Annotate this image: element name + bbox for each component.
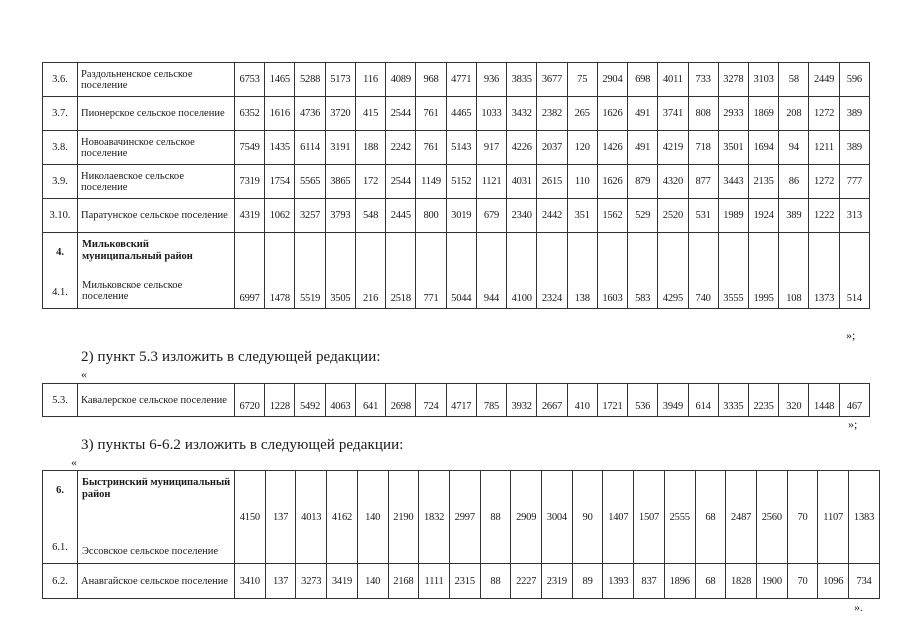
value-cell: 2190 xyxy=(388,471,419,564)
value-cell: 1393 xyxy=(603,564,634,599)
settlement-name: Раздольненское сельское поселение xyxy=(78,63,235,97)
value-cell: 2340 xyxy=(507,199,537,233)
settlement-index: 4.1. xyxy=(52,287,68,298)
closing-quote-mark: »; xyxy=(846,328,856,342)
value-cell: 172 xyxy=(355,165,385,199)
settlement-name: Мильковское сельское поселение xyxy=(82,280,183,302)
value-cell: 1228 xyxy=(265,384,295,417)
value-cell: 320 xyxy=(779,384,809,417)
value-cell: 2037 xyxy=(537,131,567,165)
value-cell: 2544 xyxy=(386,165,416,199)
value-cell: 1603 xyxy=(597,233,627,309)
value-cell: 389 xyxy=(839,97,869,131)
value-cell: 1869 xyxy=(748,97,778,131)
value-cell: 3443 xyxy=(718,165,748,199)
value-cell: 1373 xyxy=(809,233,839,309)
value-cell: 2235 xyxy=(748,384,778,417)
row-index: 3.7. xyxy=(43,97,78,131)
value-cell: 3103 xyxy=(748,63,778,97)
value-cell: 2487 xyxy=(726,471,757,564)
value-cell: 1222 xyxy=(809,199,839,233)
value-cell: 4226 xyxy=(507,131,537,165)
value-cell: 1407 xyxy=(603,471,634,564)
value-cell: 1989 xyxy=(718,199,748,233)
settlement-index: 6.1. xyxy=(52,542,68,553)
value-cell: 4736 xyxy=(295,97,325,131)
settlement-name: Анавгайское сельское поселение xyxy=(78,564,235,599)
value-cell: 724 xyxy=(416,384,446,417)
value-cell: 1616 xyxy=(265,97,295,131)
value-cell: 6753 xyxy=(235,63,265,97)
value-cell: 75 xyxy=(567,63,597,97)
value-cell: 70 xyxy=(787,564,818,599)
row-index: 3.9. xyxy=(43,165,78,199)
value-cell: 1272 xyxy=(809,165,839,199)
value-cell: 698 xyxy=(628,63,658,97)
value-cell: 879 xyxy=(628,165,658,199)
value-cell: 6997 xyxy=(235,233,265,309)
value-cell: 1272 xyxy=(809,97,839,131)
value-cell: 3335 xyxy=(718,384,748,417)
value-cell: 531 xyxy=(688,199,718,233)
value-cell: 2544 xyxy=(386,97,416,131)
value-cell: 467 xyxy=(839,384,869,417)
opening-quote-mark: « xyxy=(81,367,87,381)
value-cell: 4089 xyxy=(386,63,416,97)
value-cell: 944 xyxy=(476,233,506,309)
value-cell: 90 xyxy=(572,471,603,564)
value-cell: 4150 xyxy=(235,471,266,564)
value-cell: 2168 xyxy=(388,564,419,599)
value-cell: 2997 xyxy=(449,471,480,564)
value-cell: 4771 xyxy=(446,63,476,97)
value-cell: 86 xyxy=(779,165,809,199)
value-cell: 3410 xyxy=(235,564,266,599)
data-table-district-3-4 xyxy=(42,62,870,309)
value-cell: 3278 xyxy=(718,63,748,97)
value-cell: 1924 xyxy=(748,199,778,233)
value-cell: 491 xyxy=(628,97,658,131)
value-cell: 641 xyxy=(355,384,385,417)
value-cell: 583 xyxy=(628,233,658,309)
value-cell: 4219 xyxy=(658,131,688,165)
district-name: Мильковский муниципальный район xyxy=(82,239,193,262)
value-cell: 3865 xyxy=(325,165,355,199)
value-cell: 1121 xyxy=(476,165,506,199)
table-row xyxy=(43,384,870,417)
value-cell: 116 xyxy=(355,63,385,97)
value-cell: 1033 xyxy=(476,97,506,131)
table-row-district xyxy=(43,233,870,309)
value-cell: 837 xyxy=(634,564,665,599)
value-cell: 6720 xyxy=(235,384,265,417)
value-cell: 2227 xyxy=(511,564,542,599)
settlement-name: Новоавачинское сельское поселение xyxy=(78,131,235,165)
value-cell: 3555 xyxy=(718,233,748,309)
value-cell: 265 xyxy=(567,97,597,131)
value-cell: 2324 xyxy=(537,233,567,309)
value-cell: 2520 xyxy=(658,199,688,233)
value-cell: 1562 xyxy=(597,199,627,233)
value-cell: 3501 xyxy=(718,131,748,165)
row-index: 3.8. xyxy=(43,131,78,165)
value-cell: 351 xyxy=(567,199,597,233)
row-index-group xyxy=(43,233,78,309)
value-cell: 3720 xyxy=(325,97,355,131)
value-cell: 718 xyxy=(688,131,718,165)
value-cell: 389 xyxy=(839,131,869,165)
value-cell: 1383 xyxy=(849,471,880,564)
value-cell: 88 xyxy=(480,471,511,564)
value-cell: 140 xyxy=(357,471,388,564)
value-cell: 679 xyxy=(476,199,506,233)
value-cell: 761 xyxy=(416,131,446,165)
value-cell: 415 xyxy=(355,97,385,131)
value-cell: 5492 xyxy=(295,384,325,417)
value-cell: 6352 xyxy=(235,97,265,131)
value-cell: 138 xyxy=(567,233,597,309)
value-cell: 1465 xyxy=(265,63,295,97)
table-row xyxy=(43,63,870,97)
value-cell: 3273 xyxy=(296,564,327,599)
district-index: 4. xyxy=(56,247,64,258)
value-cell: 3191 xyxy=(325,131,355,165)
name-group xyxy=(78,233,235,309)
value-cell: 1828 xyxy=(726,564,757,599)
value-cell: 2698 xyxy=(386,384,416,417)
value-cell: 2445 xyxy=(386,199,416,233)
value-cell: 777 xyxy=(839,165,869,199)
value-cell: 68 xyxy=(695,471,726,564)
data-table-district-6 xyxy=(42,470,880,599)
value-cell: 7319 xyxy=(235,165,265,199)
table-row xyxy=(43,97,870,131)
value-cell: 1626 xyxy=(597,165,627,199)
value-cell: 1995 xyxy=(748,233,778,309)
value-cell: 3505 xyxy=(325,233,355,309)
value-cell: 2135 xyxy=(748,165,778,199)
value-cell: 614 xyxy=(688,384,718,417)
value-cell: 785 xyxy=(476,384,506,417)
value-cell: 108 xyxy=(779,233,809,309)
value-cell: 917 xyxy=(476,131,506,165)
value-cell: 771 xyxy=(416,233,446,309)
value-cell: 1448 xyxy=(809,384,839,417)
value-cell: 1478 xyxy=(265,233,295,309)
value-cell: 110 xyxy=(567,165,597,199)
value-cell: 4031 xyxy=(507,165,537,199)
value-cell: 536 xyxy=(628,384,658,417)
table-row xyxy=(43,165,870,199)
value-cell: 1721 xyxy=(597,384,627,417)
name-group xyxy=(78,471,235,564)
value-cell: 529 xyxy=(628,199,658,233)
value-cell: 2242 xyxy=(386,131,416,165)
value-cell: 936 xyxy=(476,63,506,97)
value-cell: 1211 xyxy=(809,131,839,165)
section-heading-3: 3) пункты 6-6.2 изложить в следующей редакции: xyxy=(81,437,404,453)
value-cell: 137 xyxy=(265,564,296,599)
value-cell: 4013 xyxy=(296,471,327,564)
value-cell: 188 xyxy=(355,131,385,165)
value-cell: 1096 xyxy=(818,564,849,599)
value-cell: 4162 xyxy=(327,471,358,564)
value-cell: 3793 xyxy=(325,199,355,233)
value-cell: 4465 xyxy=(446,97,476,131)
value-cell: 968 xyxy=(416,63,446,97)
value-cell: 1754 xyxy=(265,165,295,199)
value-cell: 2449 xyxy=(809,63,839,97)
value-cell: 808 xyxy=(688,97,718,131)
value-cell: 137 xyxy=(265,471,296,564)
value-cell: 740 xyxy=(688,233,718,309)
table-row-district xyxy=(43,471,880,564)
table-row xyxy=(43,564,880,599)
value-cell: 216 xyxy=(355,233,385,309)
value-cell: 5565 xyxy=(295,165,325,199)
value-cell: 7549 xyxy=(235,131,265,165)
value-cell: 3019 xyxy=(446,199,476,233)
value-cell: 1111 xyxy=(419,564,450,599)
row-index: 3.6. xyxy=(43,63,78,97)
value-cell: 4063 xyxy=(325,384,355,417)
value-cell: 3432 xyxy=(507,97,537,131)
settlement-name: Эссовское сельское поселение xyxy=(82,546,219,557)
value-cell: 514 xyxy=(839,233,869,309)
row-index: 3.10. xyxy=(43,199,78,233)
value-cell: 1149 xyxy=(416,165,446,199)
value-cell: 2555 xyxy=(664,471,695,564)
value-cell: 734 xyxy=(849,564,880,599)
value-cell: 2518 xyxy=(386,233,416,309)
row-index: 5.3. xyxy=(43,384,78,417)
row-index: 6.2. xyxy=(43,564,78,599)
value-cell: 94 xyxy=(779,131,809,165)
district-index: 6. xyxy=(56,485,64,496)
settlement-name: Паратунское сельское поселение xyxy=(78,199,235,233)
value-cell: 2319 xyxy=(542,564,573,599)
value-cell: 596 xyxy=(839,63,869,97)
value-cell: 89 xyxy=(572,564,603,599)
table-row xyxy=(43,199,870,233)
settlement-name: Николаевское сельское поселение xyxy=(78,165,235,199)
value-cell: 389 xyxy=(779,199,809,233)
value-cell: 5173 xyxy=(325,63,355,97)
value-cell: 6114 xyxy=(295,131,325,165)
value-cell: 1107 xyxy=(818,471,849,564)
value-cell: 140 xyxy=(357,564,388,599)
value-cell: 4320 xyxy=(658,165,688,199)
settlement-name: Пионерское сельское поселение xyxy=(78,97,235,131)
value-cell: 733 xyxy=(688,63,718,97)
value-cell: 1062 xyxy=(265,199,295,233)
value-cell: 3741 xyxy=(658,97,688,131)
value-cell: 1626 xyxy=(597,97,627,131)
value-cell: 4319 xyxy=(235,199,265,233)
value-cell: 2933 xyxy=(718,97,748,131)
value-cell: 3835 xyxy=(507,63,537,97)
value-cell: 1426 xyxy=(597,131,627,165)
value-cell: 410 xyxy=(567,384,597,417)
value-cell: 800 xyxy=(416,199,446,233)
value-cell: 3004 xyxy=(542,471,573,564)
value-cell: 4011 xyxy=(658,63,688,97)
value-cell: 491 xyxy=(628,131,658,165)
value-cell: 3949 xyxy=(658,384,688,417)
value-cell: 3257 xyxy=(295,199,325,233)
value-cell: 4295 xyxy=(658,233,688,309)
value-cell: 58 xyxy=(779,63,809,97)
value-cell: 548 xyxy=(355,199,385,233)
value-cell: 761 xyxy=(416,97,446,131)
value-cell: 877 xyxy=(688,165,718,199)
value-cell: 1507 xyxy=(634,471,665,564)
value-cell: 5143 xyxy=(446,131,476,165)
value-cell: 88 xyxy=(480,564,511,599)
closing-quote-mark: »; xyxy=(848,417,858,431)
value-cell: 1435 xyxy=(265,131,295,165)
value-cell: 4100 xyxy=(507,233,537,309)
value-cell: 2315 xyxy=(449,564,480,599)
closing-quote-mark: ». xyxy=(854,600,863,614)
value-cell: 1900 xyxy=(756,564,787,599)
row-index-group xyxy=(43,471,78,564)
value-cell: 208 xyxy=(779,97,809,131)
settlement-name: Кавалерское сельское поселение xyxy=(78,384,235,417)
value-cell: 313 xyxy=(839,199,869,233)
value-cell: 2382 xyxy=(537,97,567,131)
value-cell: 120 xyxy=(567,131,597,165)
table-row xyxy=(43,131,870,165)
value-cell: 5288 xyxy=(295,63,325,97)
value-cell: 3932 xyxy=(507,384,537,417)
data-table-item-5-3 xyxy=(42,383,870,417)
value-cell: 1832 xyxy=(419,471,450,564)
value-cell: 5044 xyxy=(446,233,476,309)
value-cell: 5152 xyxy=(446,165,476,199)
value-cell: 2560 xyxy=(756,471,787,564)
value-cell: 2667 xyxy=(537,384,567,417)
section-heading-2: 2) пункт 5.3 изложить в следующей редакции: xyxy=(81,349,381,365)
value-cell: 2904 xyxy=(597,63,627,97)
value-cell: 3677 xyxy=(537,63,567,97)
value-cell: 2615 xyxy=(537,165,567,199)
value-cell: 4717 xyxy=(446,384,476,417)
value-cell: 3419 xyxy=(327,564,358,599)
value-cell: 2442 xyxy=(537,199,567,233)
value-cell: 1896 xyxy=(664,564,695,599)
value-cell: 70 xyxy=(787,471,818,564)
value-cell: 2909 xyxy=(511,471,542,564)
opening-quote-mark: « xyxy=(71,455,77,469)
value-cell: 5519 xyxy=(295,233,325,309)
district-name: Быстринский муниципальный район xyxy=(82,477,231,500)
value-cell: 1694 xyxy=(748,131,778,165)
value-cell: 68 xyxy=(695,564,726,599)
